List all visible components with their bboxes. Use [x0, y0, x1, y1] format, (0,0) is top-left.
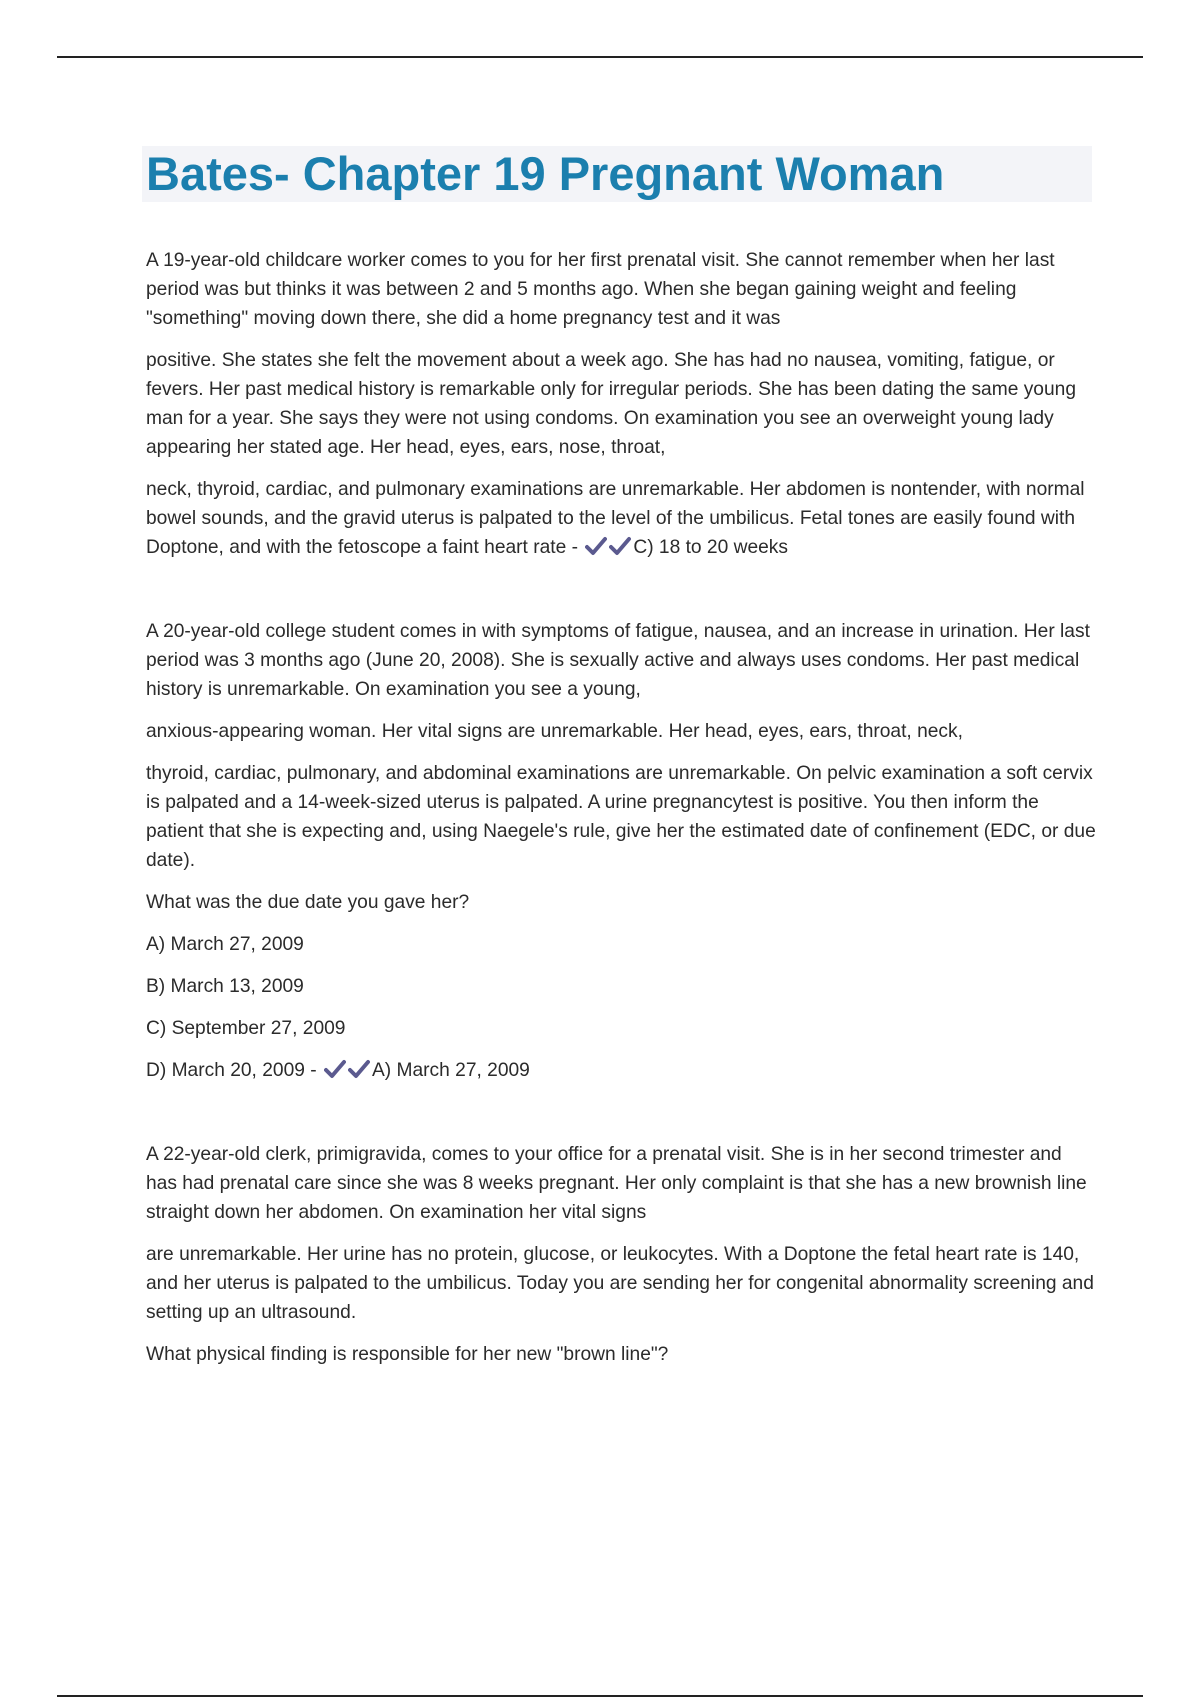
- question-3: [146, 1140, 1096, 1369]
- q2-paragraph-2: anxious-appearing woman. Her vital signs are unremarkable. Her head, eyes, ears, throat, neck,: [146, 721, 963, 742]
- check-icon: [324, 1059, 346, 1079]
- check-icon: [609, 536, 631, 556]
- section-gap: [146, 575, 1096, 617]
- q2-option-d-text: D) March 20, 2009 -: [146, 1060, 317, 1081]
- q2-option-b: B) March 13, 2009: [146, 976, 304, 997]
- q1-paragraph-3-text: neck, thyroid, cardiac, and pulmonary examinations are unremarkable. Her abdomen is nontender, with normal bowel sounds, and the gravid uterus is palpated to the level of the umbilicus. Fetal tones are easily found with Doptone, and with the fetoscope a faint heart rate -: [146, 479, 1085, 558]
- q3-paragraph-1: A 22-year-old clerk, primigravida, comes to your office for a prenatal visit. She is in her second trimester and has had prenatal care since she was 8 weeks pregnant. Her only complaint is that she has a new brownish line straight down her abdomen. On examination her vital signs: [146, 1144, 1087, 1223]
- q1-answer-group: [583, 533, 788, 562]
- q1-paragraph-2: positive. She states she felt the movement about a week ago. She has had no nausea, vomiting, fatigue, or fevers. Her past medical history is remarkable only for irregular periods. She has been dating the same young man for a year. She says they were not using condoms. On examination you see an overweight young lady appearing her stated age. Her head, eyes, ears, nose, throat,: [146, 350, 1076, 458]
- q2-answer-group: [322, 1056, 530, 1085]
- document-body: [146, 246, 1096, 1382]
- question-2: [146, 617, 1096, 1085]
- check-icon: [348, 1059, 370, 1079]
- q2-paragraph-3: thyroid, cardiac, pulmonary, and abdominal examinations are unremarkable. On pelvic examination a soft cervix is palpated and a 14-week-sized uterus is palpated. A urine pregnancytest is positive. You then inform the patient that she is expecting and, using Naegele's rule, give her the estimated date of confinement (EDC, or due date).: [146, 763, 1096, 871]
- q2-option-d: [146, 1056, 1096, 1085]
- question-1: [146, 246, 1096, 562]
- q2-option-c: C) September 27, 2009: [146, 1018, 346, 1039]
- q2-answer: A) March 27, 2009: [371, 1060, 530, 1081]
- q3-paragraph-2: are unremarkable. Her urine has no protein, glucose, or leukocytes. With a Doptone the fetal heart rate is 140, and her uterus is palpated to the umbilicus. Today you are sending her for congenital abnormality screening and setting up an ultrasound.: [146, 1244, 1094, 1323]
- q3-question: What physical finding is responsible for her new "brown line"?: [146, 1344, 669, 1365]
- page-title: Bates- Chapter 19 Pregnant Woman: [146, 147, 945, 200]
- section-gap: [146, 1098, 1096, 1140]
- q2-option-a: A) March 27, 2009: [146, 934, 304, 955]
- q1-paragraph-1: A 19-year-old childcare worker comes to you for her first prenatal visit. She cannot remember when her last period was but thinks it was between 2 and 5 months ago. When she began gaining weight and feeling "something" moving down there, she did a home pregnancy test and it was: [146, 250, 1055, 329]
- q1-paragraph-3: [146, 475, 1096, 562]
- q2-paragraph-1: A 20-year-old college student comes in with symptoms of fatigue, nausea, and an increase in urination. Her last period was 3 months ago (June 20, 2008). She is sexually active and always uses condoms. Her past medical history is unremarkable. On examination you see a young,: [146, 621, 1090, 700]
- q1-answer: C) 18 to 20 weeks: [633, 537, 788, 558]
- top-rule: [57, 56, 1143, 58]
- check-icon: [585, 536, 607, 556]
- q2-question: What was the due date you gave her?: [146, 892, 470, 913]
- bottom-rule: [57, 1695, 1143, 1697]
